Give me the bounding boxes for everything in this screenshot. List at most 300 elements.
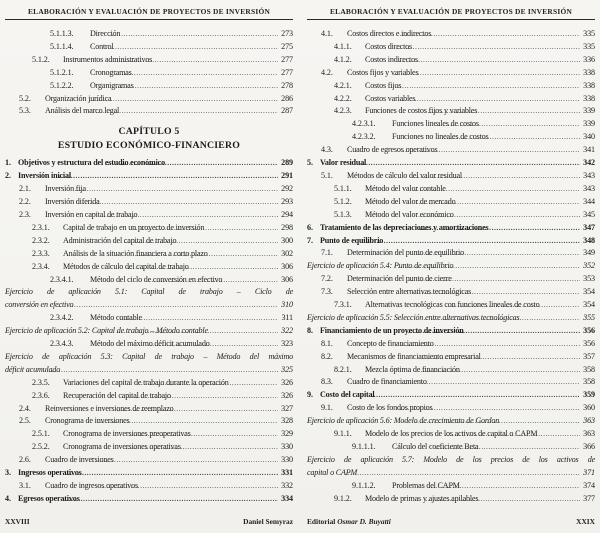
entry-title: Egresos operativos — [18, 493, 80, 503]
entry-number: 1. — [5, 158, 11, 168]
dot-leader — [400, 28, 580, 41]
entry-page-number: 338 — [583, 80, 595, 90]
entry-number: 2. — [5, 171, 11, 181]
toc-entry — [5, 364, 293, 377]
entry-number: 3. — [5, 468, 11, 478]
toc-entry — [5, 493, 293, 506]
dot-leader — [415, 415, 580, 428]
entry-title: Tratamiento de las depreciaciones y amortizaciones — [320, 222, 489, 232]
entry-page-number: 353 — [583, 274, 595, 284]
entry-title: Ejercicio de aplicación 5.1: Capital de trabajo – Ciclo de — [5, 287, 293, 297]
entry-number: 7.3.1. — [334, 300, 352, 310]
entry-number: 4.2. — [321, 67, 333, 77]
dot-leader — [418, 364, 580, 377]
entry-page-number: 343 — [583, 170, 595, 180]
dot-leader — [406, 325, 580, 338]
entry-page-number: 323 — [281, 339, 293, 349]
toc-list-right — [307, 28, 595, 506]
running-header-text: ELABORACIÓN Y EVALUACIÓN DE PROYECTOS DE INVERSIÓN — [329, 7, 573, 16]
entry-number: 5.1.1.3. — [50, 29, 74, 38]
entry-page-number: 328 — [281, 416, 293, 426]
entry-page-number: 358 — [583, 364, 595, 374]
toc-entry — [5, 235, 293, 248]
entry-page-number: 363 — [583, 416, 595, 426]
entry-number: 7. — [307, 235, 313, 245]
entry-number: 5.1.2.1. — [50, 67, 74, 77]
dot-leader — [116, 325, 278, 338]
dot-leader — [114, 54, 278, 67]
toc-entry — [5, 248, 293, 261]
entry-title: Inversión diferida — [45, 197, 100, 207]
entry-title: Ejercicio de aplicación 5.6: Modelo de crecimiento de Gordon — [307, 416, 500, 426]
dot-leader — [412, 183, 580, 196]
toc-entry — [5, 351, 293, 364]
entry-number: 2.3.6. — [32, 390, 50, 400]
entry-title: Punto de equilibrio — [320, 235, 384, 245]
entry-title: Costos fijos y variables — [347, 67, 419, 77]
entry-title: Costo de los fondos propios — [347, 403, 433, 413]
entry-page-number: 357 — [583, 351, 595, 361]
dot-leader — [119, 312, 278, 325]
dot-leader — [348, 467, 580, 480]
entry-number: 9. — [307, 390, 313, 400]
entry-title: Determinación del punto de cierre — [347, 274, 452, 284]
toc-entry — [307, 170, 595, 183]
dot-leader — [401, 338, 580, 351]
entry-page-number: 273 — [281, 29, 293, 38]
entry-number: 9.1.1.1. — [352, 442, 376, 451]
toc-entry — [307, 209, 595, 222]
toc-entry — [307, 299, 595, 312]
dot-leader — [129, 428, 278, 441]
entry-title: Cálculo del coeficiente Beta — [392, 442, 479, 451]
running-header-left — [5, 0, 293, 20]
toc-entry — [307, 144, 595, 157]
toc-entry — [307, 286, 595, 299]
toc-entry — [307, 402, 595, 415]
entry-number: 8.1. — [321, 338, 333, 348]
entry-page-number: 302 — [281, 248, 293, 258]
footer-left-page — [5, 517, 293, 526]
dot-leader — [409, 273, 580, 286]
dot-leader — [390, 80, 580, 93]
entry-page-number: 310 — [281, 300, 293, 310]
dot-leader — [121, 390, 278, 403]
entry-number: 2.3.4.2. — [50, 313, 74, 323]
entry-title: Ejercicio de aplicación 5.5: Selección entre alternativas tecnológicas — [307, 312, 520, 322]
entry-page-number: 277 — [281, 54, 293, 64]
folio-page-number: XXIX — [576, 517, 595, 526]
entry-page-number: 327 — [281, 403, 293, 413]
entry-title: Método del ciclo de conversión en efectivo — [90, 274, 223, 284]
entry-number: 2.3.3. — [32, 248, 50, 258]
entry-title: Método del valor de mercado — [365, 196, 456, 206]
dot-leader — [421, 312, 580, 325]
entry-number: 7.3. — [321, 287, 333, 297]
entry-page-number: 374 — [583, 480, 595, 490]
entry-title: Costos directos — [365, 41, 412, 51]
entry-title: Mezcla óptima de financiación — [365, 364, 460, 374]
dot-leader — [425, 493, 580, 506]
entry-title: Costos indirectos — [365, 54, 418, 64]
dot-leader — [64, 493, 278, 506]
entry-number: 9.1. — [321, 403, 333, 413]
entry-page-number: 371 — [583, 467, 595, 477]
entry-page-number: 340 — [583, 132, 595, 142]
entry-number: 2.3.2. — [32, 235, 50, 245]
publisher-label: Editorial — [307, 517, 336, 526]
entry-title: Ejercicio de aplicación 5.3: Capital de trabajo – Método del máximo — [5, 351, 293, 361]
entry-page-number: 342 — [583, 158, 595, 168]
entry-page-number: 356 — [583, 325, 595, 335]
dot-leader — [403, 144, 580, 157]
entry-number: 5.1. — [321, 170, 333, 180]
toc-entry — [307, 376, 595, 389]
dot-leader — [398, 93, 580, 106]
toc-entry — [5, 377, 293, 390]
dot-leader — [109, 28, 278, 41]
entry-page-number: 331 — [281, 468, 293, 478]
entry-number: 2.3.4. — [32, 261, 50, 271]
entry-title: Funciones lineales de costos — [392, 119, 479, 129]
toc-entry — [307, 428, 595, 441]
toc-entry — [307, 41, 595, 54]
entry-number: 5.1.3. — [334, 209, 352, 219]
entry-number: 4.2.3.1. — [352, 119, 376, 129]
entry-number: 9.1.2. — [334, 493, 352, 503]
entry-title: Reinversiones e inversiones de reemplazo — [45, 403, 174, 413]
dot-leader — [102, 480, 278, 493]
toc-entry — [5, 209, 293, 222]
entry-number: 2.3. — [19, 209, 31, 219]
entry-title: Ejercicio de aplicación 5.7: Modelo de los precios de los activos de — [307, 454, 595, 464]
dot-leader — [65, 467, 278, 480]
toc-entry — [307, 493, 595, 506]
toc-entry — [5, 157, 293, 170]
entry-title: Control — [90, 41, 114, 51]
dot-leader — [145, 338, 278, 351]
entry-number: 2.3.4.1. — [50, 274, 74, 284]
dot-leader — [445, 299, 580, 312]
entry-number: 2.2. — [19, 197, 31, 207]
entry-page-number: 306 — [281, 274, 293, 284]
entry-page-number: 339 — [583, 106, 595, 116]
dot-leader — [123, 235, 278, 248]
toc-entry — [5, 403, 293, 416]
dot-leader — [396, 41, 580, 54]
toc-entry — [5, 428, 293, 441]
entry-title: Valor residual — [320, 158, 367, 168]
entry-title: Costos directos e indirectos — [347, 29, 432, 38]
toc-entry — [5, 261, 293, 274]
dot-leader — [83, 196, 278, 209]
entry-page-number: 347 — [583, 222, 595, 232]
entry-page-number: 330 — [281, 442, 293, 452]
toc-entry — [307, 105, 595, 118]
entry-page-number: 348 — [583, 235, 595, 245]
entry-number: 2.3.1. — [32, 222, 50, 232]
author-name: Daniel Semyraz — [243, 517, 293, 526]
entry-title: Determinación del punto de equilibrio — [347, 248, 464, 258]
entry-title: Ejercicio de aplicación 5.4: Punto de equilibrio — [307, 261, 454, 271]
entry-title: Inversión inicial — [18, 171, 71, 181]
entry-page-number: 377 — [583, 493, 595, 503]
dot-leader — [59, 170, 278, 183]
entry-page-number: 360 — [583, 403, 595, 413]
entry-title: Recuperación del capital de trabajo — [63, 390, 171, 400]
entry-number: 4.2.3. — [334, 106, 352, 116]
toc-entry — [307, 54, 595, 67]
dot-leader — [57, 299, 278, 312]
entry-title: Cronograma de inversiones — [45, 416, 130, 426]
entry-number: 4.1.2. — [334, 54, 352, 64]
entry-page-number: 354 — [583, 287, 595, 297]
toc-entry — [307, 467, 595, 480]
entry-title: Costos fijos — [365, 80, 402, 90]
dot-leader — [417, 286, 580, 299]
entry-page-number: 330 — [281, 455, 293, 465]
entry-page-number: 341 — [583, 145, 595, 155]
toc-entry — [5, 480, 293, 493]
entry-page-number: 354 — [583, 300, 595, 310]
toc-entry — [5, 441, 293, 454]
entry-number: 5.1.2.2. — [50, 80, 74, 90]
entry-title: Funciones de costos fijos y variables — [365, 106, 478, 116]
toc-entry — [5, 41, 293, 54]
entry-title: Cronogramas — [90, 67, 132, 77]
entry-title: Inversión fija — [45, 184, 86, 194]
entry-page-number: 322 — [281, 326, 293, 336]
entry-title: Selección entre alternativas tecnológicas — [347, 287, 472, 297]
toc-entry — [5, 286, 293, 299]
dot-leader — [399, 54, 580, 67]
entry-number: 5.1.1. — [334, 183, 352, 193]
entry-title: Cronograma de inversiones preoperativas — [63, 429, 191, 439]
toc-entry — [5, 80, 293, 93]
toc-entry — [5, 274, 293, 287]
dot-leader — [75, 183, 278, 196]
dot-leader — [49, 364, 278, 377]
dot-leader — [425, 105, 580, 118]
entry-page-number: 277 — [281, 67, 293, 77]
entry-title: Cronograma de inversiones operativas — [63, 442, 181, 452]
entry-title: Mecanismos de financiamiento empresarial — [347, 351, 481, 361]
entry-page-number: 335 — [583, 29, 595, 38]
dot-leader — [400, 402, 580, 415]
toc-entry — [5, 170, 293, 183]
entry-page-number: 336 — [583, 54, 595, 64]
toc-entry — [307, 80, 595, 93]
entry-number: 5.1.2. — [32, 54, 50, 64]
dot-leader — [116, 80, 278, 93]
toc-list-left — [5, 28, 293, 506]
toc-entry — [5, 467, 293, 480]
entry-page-number: 300 — [281, 235, 293, 245]
entry-number: 5.1.1.4. — [50, 41, 74, 51]
entry-title: Cuadro de egresos operativos — [347, 145, 438, 155]
entry-title: Método contable — [90, 313, 142, 323]
toc-entry — [5, 415, 293, 428]
dot-leader — [101, 209, 278, 222]
toc-entry — [5, 183, 293, 196]
dot-leader — [128, 261, 278, 274]
page-right — [307, 0, 595, 533]
dot-leader — [149, 274, 278, 287]
entry-page-number: 289 — [281, 158, 293, 168]
entry-page-number: 339 — [583, 119, 595, 129]
toc-entry — [307, 247, 595, 260]
dot-leader — [416, 196, 580, 209]
dot-leader — [439, 131, 580, 144]
entry-page-number: 343 — [583, 183, 595, 193]
entry-page-number: 329 — [281, 429, 293, 439]
entry-title: Alternativas tecnológicas con funciones lineales de costo — [365, 300, 540, 310]
entry-number: 2.4. — [19, 403, 31, 413]
dot-leader — [116, 403, 278, 416]
entry-number: 4.1.1. — [334, 41, 352, 51]
entry-title: Cuadro de ingresos operativos — [45, 481, 139, 490]
entry-page-number: 298 — [281, 222, 293, 232]
entry-number: 9.1.1.2. — [352, 480, 376, 490]
entry-page-number: 326 — [281, 377, 293, 387]
entry-page-number: 349 — [583, 248, 595, 258]
entry-number: 2.5.1. — [32, 429, 50, 439]
entry-number: 8. — [307, 325, 313, 335]
entry-page-number: 294 — [281, 209, 293, 219]
entry-title: Método del valor económico — [365, 209, 454, 219]
entry-title: Concepto de financiamiento — [347, 338, 434, 348]
entry-title: Dirección — [90, 29, 121, 38]
entry-number: 4.3. — [321, 145, 333, 155]
entry-title: conversión en efectivo — [5, 300, 74, 310]
folio-page-number: XXVIII — [5, 517, 30, 526]
entry-number: 8.2.1. — [334, 364, 352, 374]
toc-entry — [307, 28, 595, 41]
entry-title: Problemas del CAPM — [392, 480, 460, 490]
toc-entry — [5, 105, 293, 118]
dot-leader — [436, 441, 580, 454]
dot-leader — [133, 222, 278, 235]
entry-number: 8.2. — [321, 351, 333, 361]
dot-leader — [362, 389, 580, 402]
entry-number: 2.3.4.3. — [50, 339, 74, 349]
entry-page-number: 326 — [281, 390, 293, 400]
entry-title: Método del valor contable — [365, 183, 446, 193]
entry-number: 4.2.3.2. — [352, 132, 376, 142]
dot-leader — [414, 247, 580, 260]
toc-entry — [307, 325, 595, 338]
entry-title: Cuadro de inversiones — [45, 455, 114, 465]
toc-entry — [307, 480, 595, 493]
toc-entry — [307, 441, 595, 454]
toc-entry — [5, 54, 293, 67]
toc-entry — [307, 183, 595, 196]
entry-title: Métodos de cálculo del valor residual — [347, 170, 462, 180]
entry-title: Análisis de la situación financiera a corto plazo — [63, 248, 208, 258]
entry-page-number: 287 — [281, 106, 293, 116]
entry-page-number: 286 — [281, 93, 293, 103]
entry-page-number: 334 — [281, 493, 293, 503]
dot-leader — [416, 209, 580, 222]
dot-leader — [134, 248, 278, 261]
entry-number: 5.2. — [19, 93, 31, 103]
entry-title: Métodos de cálculo del capital de trabajo — [63, 261, 189, 271]
dot-leader — [115, 67, 278, 80]
toc-entry — [307, 338, 595, 351]
toc-entry — [307, 273, 595, 286]
entry-title: Inversión en capital de trabajo — [45, 209, 138, 219]
entry-number: 2.6. — [19, 455, 31, 465]
dot-leader — [125, 441, 278, 454]
toc-entry — [5, 454, 293, 467]
entry-title: Administración del capital de trabajo — [63, 235, 177, 245]
entry-number: 4. — [5, 493, 11, 503]
entry-title: Funciones no lineales de costos — [392, 132, 489, 142]
footer-right-page — [307, 517, 595, 526]
entry-title: Análisis del marco legal — [45, 106, 120, 116]
entry-title: Costo del capital — [320, 390, 375, 400]
dot-leader — [398, 376, 580, 389]
dot-leader — [398, 260, 580, 273]
dot-leader — [141, 377, 278, 390]
toc-entry — [5, 338, 293, 351]
entry-title: Capital de trabajo en un proyecto de inversión — [63, 222, 205, 232]
entry-page-number: 292 — [281, 184, 293, 194]
entry-page-number: 311 — [281, 313, 293, 323]
toc-entry — [307, 312, 595, 325]
toc-entry — [307, 454, 595, 467]
entry-number: 5. — [307, 158, 313, 168]
entry-title: capital o CAPM — [307, 467, 358, 477]
toc-entry — [307, 196, 595, 209]
chapter-title: ESTUDIO ECONÓMICO-FINANCIERO — [57, 139, 241, 151]
entry-title: Método del máximo déficit acumulado — [90, 339, 210, 349]
dot-leader — [445, 428, 580, 441]
entry-title: Ejercicio de aplicación 5.2: Capital de trabajo – Método contable — [5, 326, 208, 336]
entry-page-number: 363 — [583, 429, 595, 439]
toc-entry — [5, 325, 293, 338]
entry-page-number: 358 — [583, 377, 595, 387]
dot-leader — [90, 454, 278, 467]
toc-entry — [307, 389, 595, 402]
entry-title: Financiamiento de un proyecto de inversión — [320, 325, 464, 335]
toc-entry — [307, 260, 595, 273]
toc-entry — [5, 93, 293, 106]
running-header-right — [307, 0, 595, 20]
toc-entry — [307, 118, 595, 131]
toc-entry — [307, 222, 595, 235]
entry-title: Ingresos operativos — [18, 468, 82, 478]
toc-entry — [307, 351, 595, 364]
entry-page-number: 355 — [583, 312, 595, 322]
dot-leader — [413, 170, 580, 183]
entry-page-number: 338 — [583, 93, 595, 103]
dot-leader — [98, 415, 278, 428]
entry-number: 9.1.1. — [334, 429, 352, 439]
entry-number: 8.3. — [321, 377, 333, 387]
chapter-title: CAPÍTULO 5 — [118, 126, 180, 138]
dot-leader — [428, 480, 580, 493]
entry-number: 7.1. — [321, 248, 333, 258]
dot-leader — [393, 67, 580, 80]
entry-title: Objetivos y estructura del estudio económico — [18, 158, 165, 168]
entry-page-number: 291 — [281, 171, 293, 181]
toc-entry — [5, 28, 293, 41]
toc-entry — [307, 131, 595, 144]
dot-leader — [436, 118, 580, 131]
dot-leader — [420, 351, 580, 364]
entry-page-number: 278 — [281, 80, 293, 90]
